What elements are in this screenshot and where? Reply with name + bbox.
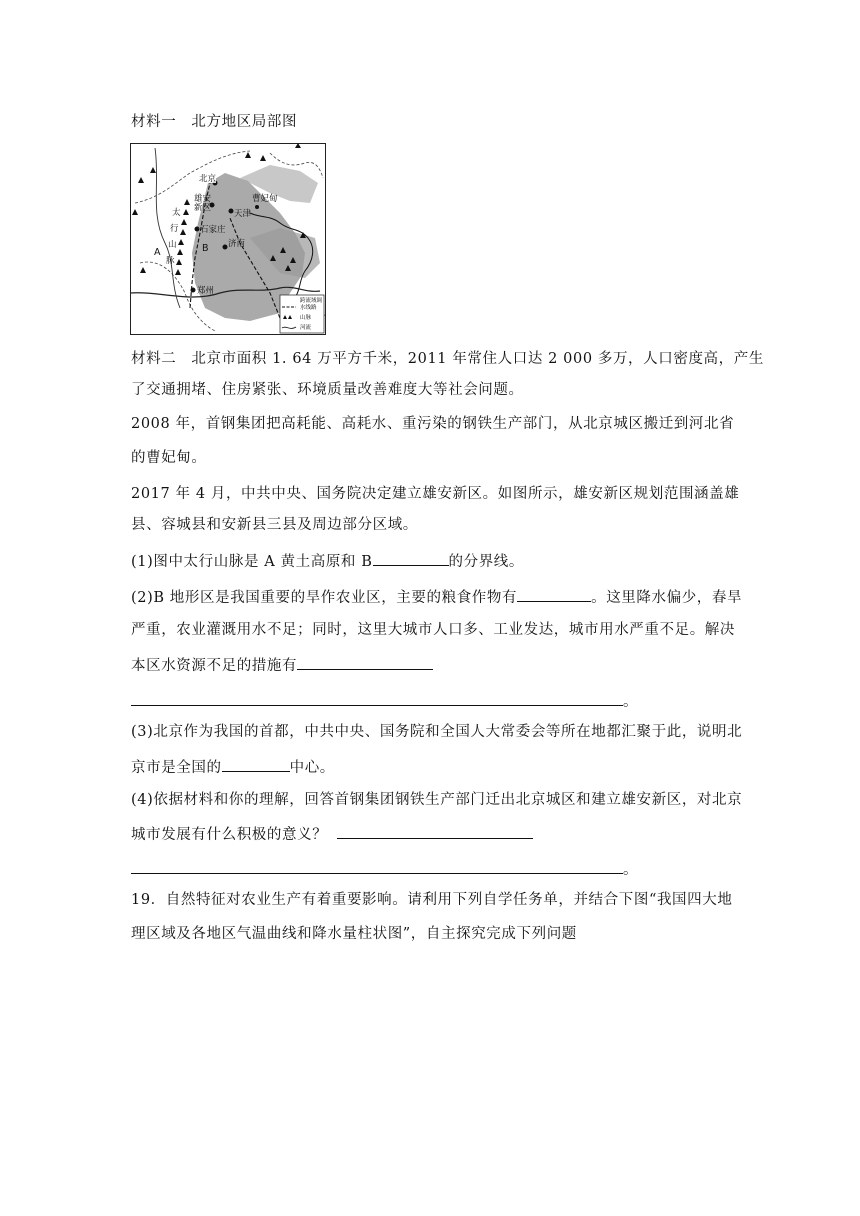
question-4-line-1: (4)依据材料和你的理解，回答首钢集团钢铁生产部门迁出北京城区和建立雄安新区，对北京: [131, 792, 743, 808]
question-1: [131, 550, 524, 572]
map-label-taihang-4: 脉: [166, 256, 175, 266]
legend-mountain: 山脉: [300, 315, 312, 321]
question-3-line-2: [131, 756, 335, 778]
question-1-suffix: 的分界线。: [448, 554, 524, 570]
answer-blank-2b[interactable]: [297, 654, 433, 670]
legend-diversion-1: 跨流域调: [300, 298, 323, 304]
map-label-tianjin: 天津: [234, 209, 252, 219]
question-2: [131, 586, 742, 608]
question-2-line-4: [131, 690, 638, 712]
map-label-taihang-2: 行: [170, 224, 179, 234]
question-4-line-2-text: 城市发展有什么积极的意义？: [131, 827, 328, 843]
map-label-a: A: [154, 247, 161, 258]
question-3-line-1: (3)北京作为我国的首都，中共中央、国务院和全国人大常委会等所在地都汇聚于此，说明北: [131, 724, 743, 740]
question-2-line-3-text: 本区水资源不足的措施有: [131, 658, 298, 674]
map-label-taihang-3: 山: [168, 240, 177, 250]
answer-blank-1[interactable]: [373, 550, 449, 566]
question-3-prefix: 京市是全国的: [131, 760, 222, 776]
question-1-prefix: (1)图中太行山脉是 A 黄土高原和 B: [131, 554, 373, 570]
north-region-map: [130, 143, 326, 335]
question-2-line-3: [131, 654, 433, 676]
map-label-xiongan-1: 雄安: [194, 194, 212, 204]
map-label-jinan: 济南: [228, 239, 246, 249]
legend-diversion-2: 水线路: [300, 305, 317, 311]
answer-blank-4b[interactable]: [131, 858, 623, 874]
question-19-line-1: 19．自然特征对农业生产有着重要影响。请利用下列自学任务单，并结合下图“我国四大地: [131, 892, 733, 908]
material1-heading: 材料一 北方地区局部图: [131, 114, 298, 130]
question-2-suffix: 。这里降水偏少，春旱: [591, 590, 743, 606]
map-label-b: B: [202, 243, 209, 254]
question-4-line-3: [131, 858, 638, 880]
question-4-line-2: [131, 823, 533, 845]
map-label-beijing: 北京: [199, 174, 217, 184]
question-2-prefix: (2)B 地形区是我国重要的旱作农业区，主要的粮食作物有: [131, 590, 518, 606]
legend-river: 河流: [300, 325, 312, 331]
map-label-xiongan-2: 新区: [194, 203, 212, 213]
question-2-line-2: 严重，农业灌溉用水不足；同时，这里大城市人口多、工业发达，城市用水严重不足。解决: [131, 622, 735, 638]
map-label-shijiazhuang: 石家庄: [200, 225, 226, 235]
material2-line-6: 县、容城县和安新县三县及周边部分区域。: [131, 517, 418, 533]
answer-blank-2a[interactable]: [517, 586, 591, 602]
map-legend: [280, 295, 324, 333]
question-2-period: 。: [623, 694, 639, 710]
answer-blank-4a[interactable]: [337, 823, 533, 839]
map-label-taihang-1: 太: [172, 208, 181, 218]
material2-line-4: 的曹妃甸。: [131, 450, 207, 466]
map-label-zhengzhou: 郑州: [197, 286, 215, 296]
map-label-caofeidian: 曹妃甸: [252, 194, 278, 204]
question-3-suffix: 中心。: [289, 760, 335, 776]
question-4-period: 。: [623, 862, 639, 878]
material2-line-2: 了交通拥堵、住房紧张、环境质量改善难度大等社会问题。: [131, 382, 524, 398]
material2-line-5: 2017 年 4 月，中共中央、国务院决定建立雄安新区。如图所示，雄安新区规划范围涵盖雄: [131, 486, 740, 502]
answer-blank-2c[interactable]: [131, 690, 623, 706]
answer-blank-3[interactable]: [222, 756, 290, 772]
material2-line-1: 材料二 北京市面积 1. 64 万平方千米，2011 年常住人口达 2 000 多万，人口密度高，产生: [131, 351, 764, 367]
question-19-line-2: 理区域及各地区气温曲线和降水量柱状图”，自主探究完成下列问题: [131, 926, 577, 942]
material2-line-3: 2008 年，首钢集团把高耗能、高耗水、重污染的钢铁生产部门，从北京城区搬迁到河北省: [131, 416, 735, 432]
